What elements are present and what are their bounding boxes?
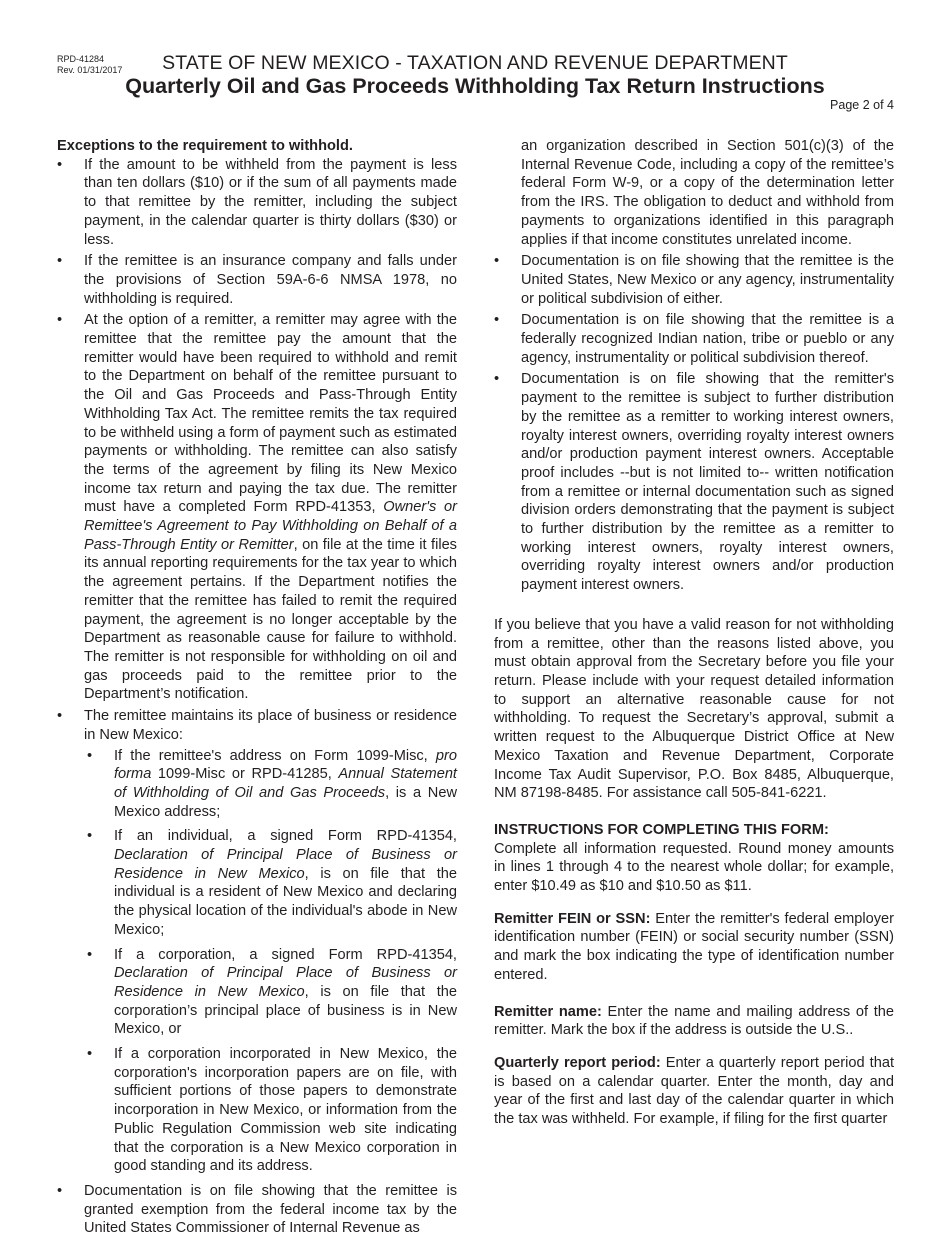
instructions-text: Complete all information requested. Round money amounts in lines 1 through 4 to the nearest whole dollar; for example, enter $10.49 as $10 and $10.50 as $11. xyxy=(494,840,894,895)
exceptions-list-continued xyxy=(494,252,894,595)
period-instruction xyxy=(494,1054,894,1129)
list-item xyxy=(57,252,457,308)
sub-text: 1099-Misc or RPD-41285, xyxy=(151,766,339,783)
exception-agreement-text-cont: , on file at the time it files its annual reporting requirements for the tax year to which the agreement pertains. If the Department notifies the remitter that the remittee has failed to remit the required payment, the agreement is no longer acceptable by the Department as reasonable cause for failure to withhold. The remitter is not responsible for withholding on oil and gas proceeds paid to the remittee prior to the Department’s notification. xyxy=(84,536,457,703)
sub-text: , is a New Mexico address; xyxy=(114,784,457,820)
form-number: RPD-41284 xyxy=(57,54,105,64)
form-rpd-41353-title: Owner's or Remittee's Agreement to Pay Withholding on Behalf of a Pass-Through Entity or Remitter xyxy=(84,499,457,553)
name-label: Remitter name: xyxy=(494,1003,602,1020)
form-rpd-41354-title: Declaration of Principal Place of Business or Residence in New Mexico xyxy=(114,965,457,1000)
sub-text: If a corporation incorporated in New Mexico, the corporation's incorporation papers are on file, with sufficient portions of those papers to demonstrate incorporation in New Mexico, or information from the Public Regulation Commission web site indicating that the corporation is a New Mexico corporation in good standing and its address. xyxy=(114,1046,457,1175)
period-label: Quarterly report period: xyxy=(494,1054,661,1071)
sub-text: , is on file that the individual is a resident of New Mexico and declaring the physical location of the individual's abode in New Mexico; xyxy=(114,865,457,938)
list-item xyxy=(494,311,894,367)
exceptions-heading: Exceptions to the requirement to withhold. xyxy=(57,138,353,154)
fein-instruction xyxy=(494,910,894,985)
sublist-item xyxy=(84,827,457,939)
exception-small-amount: If the amount to be withheld from the payment is less than ten dollars ($10) or if the sum of all payments made to that remittee by the remitter, including the subject payment, in the calendar quarter is thirty dollars ($30) or less. xyxy=(84,156,457,248)
federal-exempt-continued: an organization described in Section 501(c)(3) of the Internal Revenue Code, including a copy of the remittee’s federal Form W-9, or a copy of the determination letter from the IRS. The obligation to deduct and withhold from payments to organizations identified in this paragraph applies if that income constitutes unrelated income. xyxy=(521,138,894,248)
list-item xyxy=(57,311,457,704)
exception-indian-nation: Documentation is on file showing that the remittee is a federally recognized Indian nation, tribe or pueblo or any agency, instrumentality or political subdivision thereof. xyxy=(521,312,894,366)
spacer xyxy=(494,896,894,910)
sublist-item xyxy=(84,747,457,822)
fein-text: Enter the remitter's federal employer identification number (FEIN) or social security number (SSN) and mark the box indicating the type of identification number entered. xyxy=(494,910,894,983)
fein-label: Remitter FEIN or SSN: xyxy=(494,910,651,927)
left-column xyxy=(57,137,457,1241)
sub-italic: pro forma xyxy=(114,747,457,783)
period-text: Enter a quarterly report period that is based on a calendar quarter. Enter the month, day and year of the first and last day of the calendar quarter in which the tax was withheld. For example, if filing for the first quarter xyxy=(494,1054,894,1128)
sub-text: If an individual, a signed Form RPD-41354, xyxy=(114,828,457,845)
form-revision: Rev. 01/31/2017 xyxy=(57,65,123,75)
nm-place-sublist xyxy=(84,747,457,1176)
form-rpd-41354-title: Declaration of Principal Place of Business or Residence in New Mexico xyxy=(114,847,457,882)
name-instruction xyxy=(494,1003,894,1040)
page-title: Quarterly Oil and Gas Proceeds Withholding Tax Return Instructions xyxy=(125,74,825,98)
exception-further-distribution: Documentation is on file showing that the remitter's payment to the remittee is subject to further distribution by the remittee as a remitter to working interest owners, royalty interest owners, overriding royalty interest owners and/or production payment interest owners. Acceptable proof includes --but is not limited to-- written notification from a remittee or internal documentation such as signed division orders demonstrating that the payment is subject to further distribution by the remittee as a remitter to working interest owners, royalty interest owners, overriding royalty interest owners and/or production payment interest owners. xyxy=(521,371,894,594)
page-number: Page 2 of 4 xyxy=(830,98,894,112)
spacer xyxy=(494,1040,894,1054)
exception-government: Documentation is on file showing that the remittee is the United States, New Mexico or any agency, instrumentality or political subdivision of either. xyxy=(521,253,894,307)
agency-name: STATE OF NEW MEXICO - TAXATION AND REVENUE DEPARTMENT xyxy=(162,52,788,74)
exceptions-list xyxy=(57,156,457,1238)
sub-text: , is on file that the corporation’s principal place of business is in New Mexico, or xyxy=(114,983,457,1038)
instructions-heading: INSTRUCTIONS FOR COMPLETING THIS FORM: xyxy=(494,821,829,838)
secretary-approval-paragraph: If you believe that you have a valid reason for not withholding from a remittee, other than the reasons listed above, you must obtain approval from the Secretary before you file your return. Please include with your request detailed information to support an alternative reasonable cause for not withholding. To request the Secretary’s approval, submit a written request to the Albuquerque District Office at New Mexico Taxation and Revenue Department, Corporate Income Tax Audit Supervisor, P.O. Box 8485, Albuquerque, NM 87198-8485. For assistance call 505-841-6221. xyxy=(494,616,894,802)
sub-text: If a corporation, a signed Form RPD-41354, xyxy=(114,946,457,963)
list-item xyxy=(494,370,894,594)
list-item xyxy=(57,156,457,250)
exception-nm-place: The remittee maintains its place of business or residence in New Mexico: xyxy=(84,708,457,743)
sub-text: If the remittee's address on Form 1099-Misc, xyxy=(114,747,436,764)
exception-insurance: If the remittee is an insurance company and falls under the provisions of Section 59A-6-6 NMSA 1978, no withholding is required. xyxy=(84,253,457,307)
spacer xyxy=(494,985,894,1003)
right-column xyxy=(494,137,894,1129)
sublist-item xyxy=(84,946,457,1040)
spacer xyxy=(494,598,894,616)
spacer xyxy=(494,803,894,821)
name-text: Enter the name and mailing address of the remitter. Mark the box if the address is outside the U.S.. xyxy=(494,1003,894,1039)
list-item xyxy=(494,252,894,308)
sublist-item xyxy=(84,1045,457,1176)
exception-agreement-text: At the option of a remitter, a remitter may agree with the remittee that the remittee pay the amount that the remitter would have been required to withhold and remit to the Department on behalf of the remittee pursuant to the Oil and Gas Proceeds and Pass-Through Entity Withholding Tax Act. The remittee remits the tax required to be withheld using a form of payment such as estimated payments or withholding. The remittee can also satisfy the terms of the agreement by filing its New Mexico income tax return and paying the tax due. The remitter must have a completed Form RPD-41353, xyxy=(84,312,457,516)
exception-federal-exempt: Documentation is on file showing that the remittee is granted exemption from the federal income tax by the United States Commissioner of Internal Revenue as xyxy=(84,1182,457,1237)
form-rpd-41285-title: Annual Statement of Withholding of Oil and Gas Proceeds xyxy=(114,766,457,801)
list-item xyxy=(57,707,457,1176)
